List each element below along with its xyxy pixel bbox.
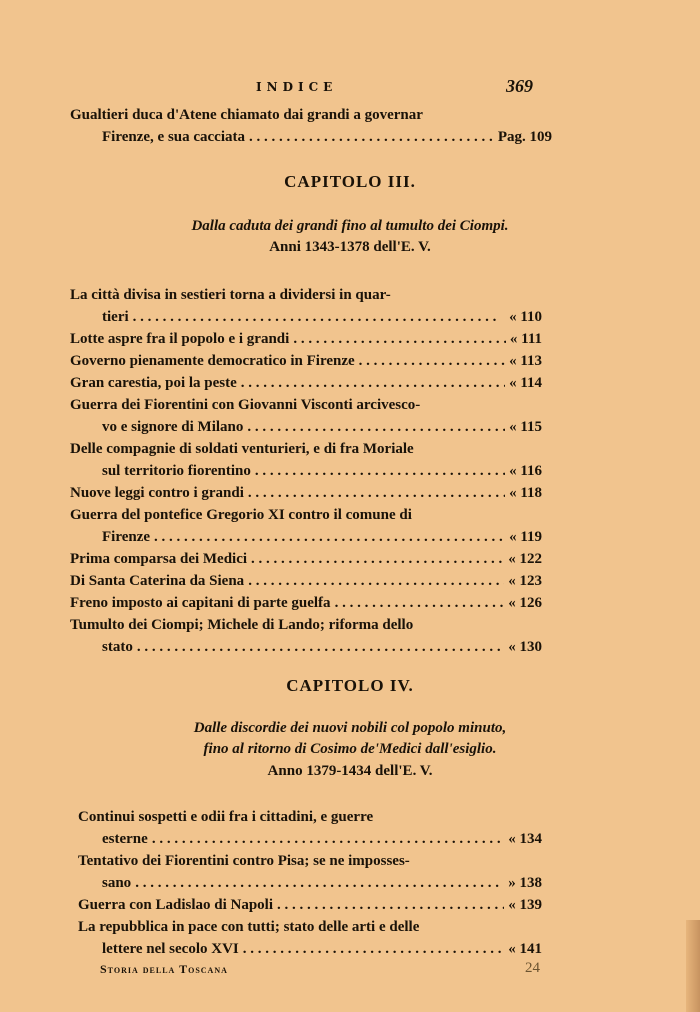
- entry-line: La città divisa in sestieri torna a dividersi in quar-: [70, 287, 391, 303]
- entry-line: Continui sospetti e odii fra i cittadini, e guerre: [78, 809, 374, 825]
- leader-dots: [277, 894, 504, 916]
- entry-line: Guerra con Ladislao di Napoli . . . « 139: [78, 894, 542, 916]
- entry-line: Guerra del pontefice Gregorio XI contro il comune di: [70, 507, 412, 523]
- entry-line: Nuove leggi contro i grandi . . . « 118: [70, 482, 542, 504]
- entry-line: La repubblica in pace con tutti; stato delle arti e delle: [78, 919, 420, 935]
- leader-dots: [249, 126, 494, 148]
- entry-page: « 122: [508, 551, 542, 567]
- chapter-4-subtitle-line2: fino al ritorno di Cosimo de'Medici dall'esiglio.: [203, 741, 497, 757]
- entry-page: « 114: [509, 375, 542, 391]
- chapter-4-title: CAPITOLO IV.: [286, 676, 414, 695]
- entry-line: Firenze, e sua cacciata . . . Pag. 109: [70, 126, 552, 148]
- entry-line: lettere nel secolo XVI . . . « 141: [78, 938, 542, 960]
- page-footer: [100, 962, 540, 982]
- entry-line: Freno imposto ai capitani di parte guelfa . . . « 126: [70, 592, 542, 614]
- footer-book-title: Storia della Toscana: [100, 962, 228, 976]
- running-header: [0, 78, 700, 102]
- entry-line: Lotte aspre fra il popolo e i grandi . . . « 111: [70, 328, 542, 350]
- entry-page: « 139: [508, 897, 542, 913]
- leader-dots: [335, 592, 505, 614]
- chapter-3-title: CAPITOLO III.: [284, 172, 416, 191]
- leader-dots: [251, 548, 504, 570]
- entry-line: Governo pienamente democratico in Firenze . . . « 113: [70, 350, 542, 372]
- entry-page: « 134: [508, 831, 542, 847]
- leader-dots: [137, 636, 504, 658]
- leader-dots: [152, 828, 504, 850]
- chapter-3-subtitle: Dalla caduta dei grandi fino al tumulto dei Ciompi.: [191, 218, 509, 234]
- footer-signature: 24: [525, 960, 540, 976]
- leader-dots: [293, 328, 506, 350]
- chapter-3-entries: [70, 284, 542, 658]
- header-page-number: 369: [506, 76, 533, 96]
- entry-line: esterne . . . « 134: [78, 828, 542, 850]
- entry-line: Prima comparsa dei Medici . . . « 122: [70, 548, 542, 570]
- chapter-4-years: Anno 1379-1434 dell'E. V.: [267, 763, 433, 779]
- leader-dots: [248, 570, 504, 592]
- leader-dots: [243, 938, 504, 960]
- entry-line: Firenze . . . « 119: [70, 526, 542, 548]
- leader-dots: [248, 482, 505, 504]
- entry-line: Delle compagnie di soldati venturieri, e di fra Moriale: [70, 441, 414, 457]
- entry-line: Tumulto dei Ciompi; Michele di Lando; riforma dello: [70, 617, 414, 633]
- leader-dots: [247, 416, 505, 438]
- chapter-4-subtitle-line1: Dalle discordie dei nuovi nobili col popolo minuto,: [193, 720, 507, 736]
- leader-dots: [359, 350, 505, 372]
- entry-page: Pag. 109: [497, 129, 552, 145]
- entry-line: Di Santa Caterina da Siena . . . « 123: [70, 570, 542, 592]
- entry-line: tieri . . . « 110: [70, 306, 542, 328]
- entry-line: Guerra dei Fiorentini con Giovanni Visconti arcivesco-: [70, 397, 421, 413]
- entry-page: « 119: [509, 529, 542, 545]
- entry-line: Gran carestia, poi la peste . . . « 114: [70, 372, 542, 394]
- entry-page: « 113: [509, 353, 542, 369]
- entry-line: Tentativo dei Fiorentini contro Pisa; se ne imposses-: [78, 853, 410, 869]
- entry-page: « 110: [509, 309, 542, 325]
- leader-dots: [135, 872, 504, 894]
- entry-page: « 116: [509, 463, 542, 479]
- leader-dots: [255, 460, 505, 482]
- entry-page: « 111: [509, 331, 542, 347]
- toc-entry-gualtieri: [70, 104, 552, 148]
- header-title: INDICE: [256, 80, 338, 94]
- entry-page: « 141: [508, 941, 542, 957]
- leader-dots: [133, 306, 505, 328]
- entry-line: sano . . . » 138: [78, 872, 542, 894]
- entry-line: vo e signore di Milano . . . « 115: [70, 416, 542, 438]
- entry-line: stato . . . « 130: [70, 636, 542, 658]
- leader-dots: [241, 372, 505, 394]
- entry-page: « 115: [509, 419, 542, 435]
- entry-page: « 130: [508, 639, 542, 655]
- page-edge-shadow: [686, 920, 700, 1012]
- chapter-3-years: Anni 1343-1378 dell'E. V.: [269, 239, 431, 255]
- entry-page: « 126: [508, 595, 542, 611]
- entry-page: « 118: [509, 485, 542, 501]
- entry-page: « 123: [508, 573, 542, 589]
- entry-page: » 138: [508, 875, 542, 891]
- entry-line: sul territorio fiorentino . . . « 116: [70, 460, 542, 482]
- chapter-4-entries: [78, 806, 542, 960]
- leader-dots: [154, 526, 505, 548]
- entry-line: Gualtieri duca d'Atene chiamato dai grandi a governar: [70, 107, 423, 123]
